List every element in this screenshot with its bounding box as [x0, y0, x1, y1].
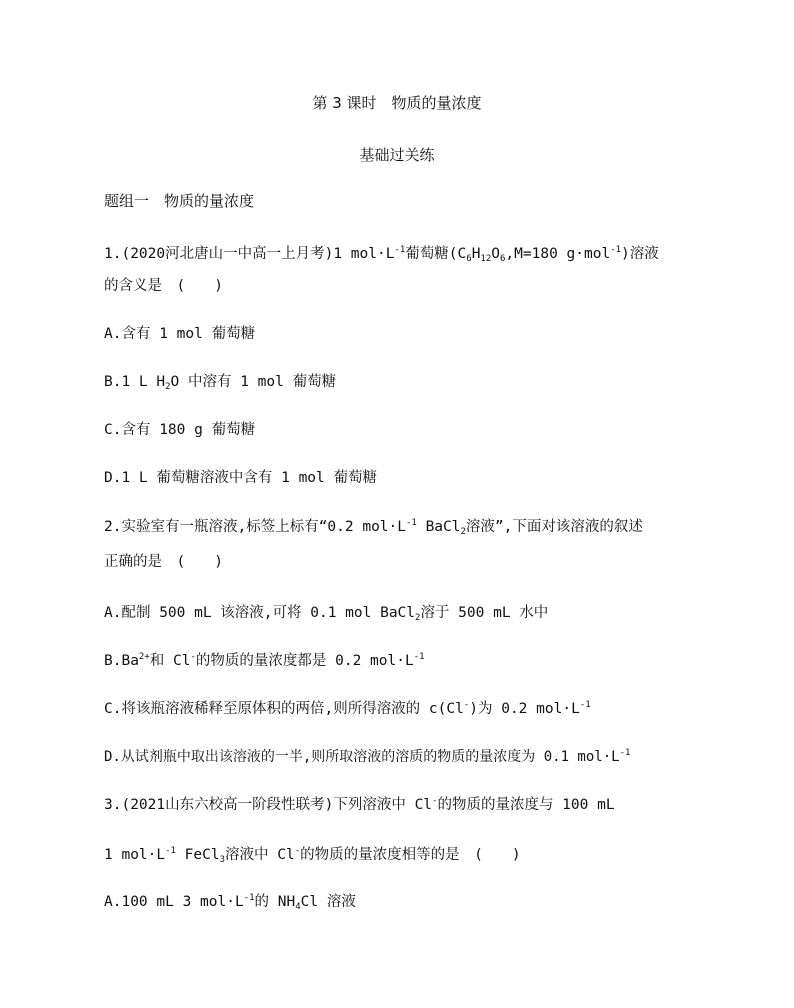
q1-option-c[interactable]: C.含有 180 g 葡萄糖 — [104, 422, 256, 438]
q2-option-a-text: 溶于 500 mL 水中 — [420, 605, 549, 621]
q2-option-b-sup: 2+ — [138, 652, 150, 662]
q2-stem-line1 — [104, 517, 643, 537]
q2-option-c-text: )为 0.2 mol·L — [469, 701, 580, 717]
q3-sup: - — [432, 796, 438, 806]
q1-text: 1.(2020河北唐山一中高一上月考)1 mol·L — [104, 246, 395, 262]
q2-text: 2.实验室有一瓶溶液,标签上标有“0.2 mol·L — [104, 519, 406, 535]
q1-text: )溶液 — [621, 246, 659, 262]
q2-text: BaCl — [416, 519, 461, 535]
q3-text: FeCl — [175, 847, 220, 863]
q2-stem-line2: 正确的是 ( ) — [104, 554, 223, 570]
q3-option-a-text: 的 NH — [254, 894, 296, 910]
q2-option-c-text: C.将该瓶溶液稀释至原体积的两倍,则所得溶液的 c(Cl — [104, 701, 464, 717]
q1-option-b-sub: 2 — [165, 382, 171, 392]
group-heading: 题组一 物质的量浓度 — [104, 192, 255, 210]
q1-sup: -1 — [394, 245, 406, 255]
q3-stem-line2 — [104, 845, 521, 865]
q1-text: H — [471, 246, 481, 262]
q3-option-a[interactable] — [104, 892, 356, 912]
q1-stem-line2: 的含义是 ( ) — [104, 278, 223, 294]
q2-option-c-sup: -1 — [579, 700, 591, 710]
q2-option-b-text: B.Ba — [104, 653, 139, 669]
section-subtitle: 基础过关练 — [359, 146, 435, 164]
q1-option-a[interactable]: A.含有 1 mol 葡萄糖 — [104, 326, 256, 342]
q2-option-c[interactable] — [104, 699, 591, 719]
q3-option-a-text: A.100 mL 3 mol·L — [104, 894, 244, 910]
q3-sup: - — [294, 846, 301, 856]
q3-sup: -1 — [165, 846, 176, 856]
q2-option-d[interactable] — [104, 747, 630, 767]
q1-text: 葡萄糖(C — [405, 246, 467, 262]
q2-option-b-sup: -1 — [413, 652, 425, 662]
q3-option-a-sub: 4 — [295, 902, 301, 912]
q2-option-c-sup: - — [463, 700, 470, 710]
q2-option-a-sub: 2 — [415, 613, 421, 623]
page-title: 第 3 课时 物质的量浓度 — [312, 94, 482, 112]
q3-option-a-sup: -1 — [243, 893, 255, 903]
q3-sub: 3 — [219, 855, 226, 865]
q2-option-b[interactable] — [104, 651, 425, 671]
q1-text: ,M=180 g·mol — [505, 246, 611, 262]
q3-option-a-text: Cl 溶液 — [300, 894, 356, 910]
q1-option-b-text: B.1 L H — [104, 374, 166, 390]
q2-option-d-sup: -1 — [619, 748, 631, 758]
q3-text: 的物质的量浓度与 100 mL — [437, 797, 615, 813]
q1-sub: 12 — [480, 254, 492, 264]
q1-option-b[interactable] — [104, 372, 336, 392]
q2-option-b-sup: - — [190, 652, 196, 662]
q1-sub: 6 — [500, 254, 506, 264]
q3-text: 3.(2021山东六校高一阶段性联考)下列溶液中 Cl — [104, 797, 433, 813]
q2-option-a[interactable] — [104, 603, 548, 623]
q1-sub: 6 — [466, 254, 472, 264]
q3-text: 1 mol·L — [104, 847, 166, 863]
q2-option-b-text: 和 Cl — [149, 653, 191, 669]
q1-sup: -1 — [610, 245, 622, 255]
q2-option-a-text: A.配制 500 mL 该溶液,可将 0.1 mol BaCl — [104, 605, 416, 621]
q1-option-b-text: O 中溶有 1 mol 葡萄糖 — [170, 374, 337, 390]
q2-sup: -1 — [406, 518, 417, 528]
q1-stem-line1 — [104, 244, 659, 264]
q2-sub: 2 — [460, 527, 466, 537]
q1-text: O — [491, 246, 500, 262]
q3-stem-line1 — [104, 795, 615, 815]
q2-option-d-text: D.从试剂瓶中取出该溶液的一半,则所取溶液的溶质的物质的量浓度为 0.1 mol·L — [104, 749, 620, 765]
q3-text: 溶液中 Cl — [225, 847, 295, 863]
q2-text: 溶液”,下面对该溶液的叙述 — [465, 519, 643, 535]
q1-option-d[interactable]: D.1 L 葡萄糖溶液中含有 1 mol 葡萄糖 — [104, 470, 377, 486]
q3-text: 的物质的量浓度相等的是 ( ) — [300, 847, 521, 863]
q2-option-b-text: 的物质的量浓度都是 0.2 mol·L — [195, 653, 414, 669]
